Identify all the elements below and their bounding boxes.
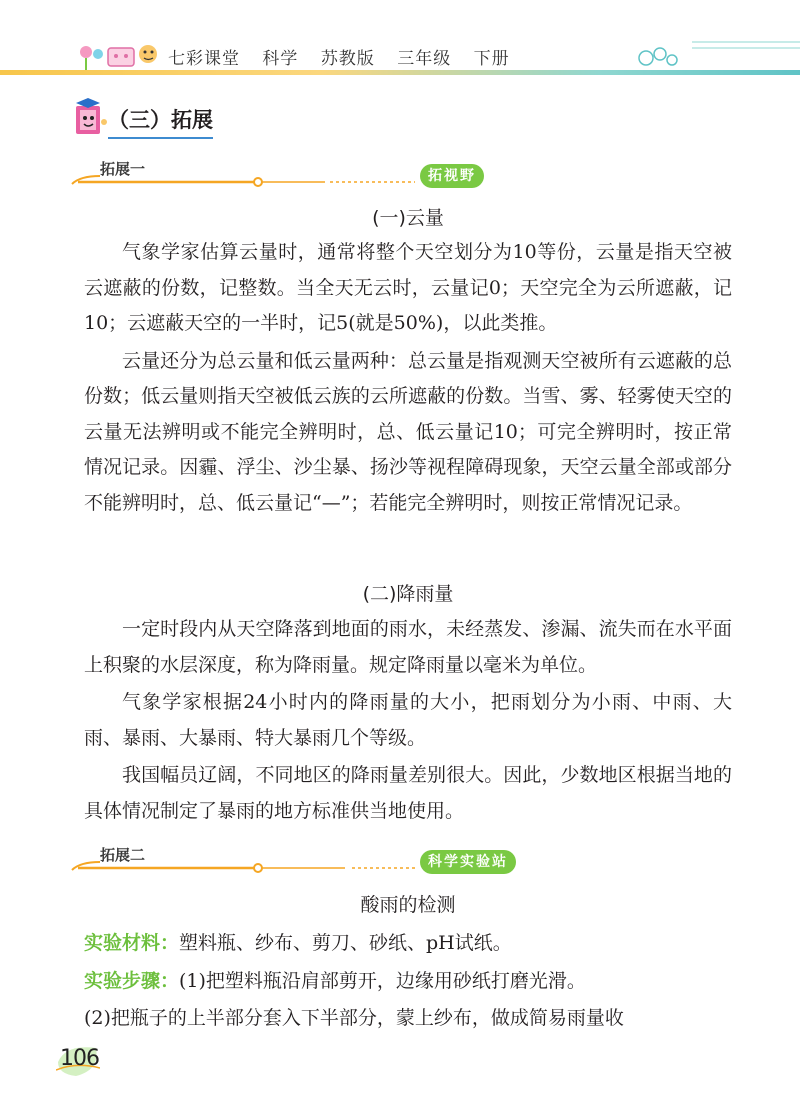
experiment-step-two: (2)把瓶子的上半部分套入下半部分，蒙上纱布，做成简易雨量收 <box>84 1007 624 1029</box>
section-title: （三）拓展 <box>108 104 213 134</box>
rain-heading: (二)降雨量 <box>362 583 454 605</box>
header-grade: 三年级 <box>397 49 452 69</box>
experiment-steps <box>84 964 732 1000</box>
header-title <box>168 44 526 69</box>
rain-paragraph-2: 气象学家根据24小时内的降雨量的大小，把雨划分为小雨、中雨、大雨、暴雨、大暴雨、特大暴雨几个等级。 <box>84 691 732 749</box>
bubbles-decoration-icon <box>632 40 800 80</box>
page-number: 106 <box>60 1046 99 1071</box>
rain-section <box>84 579 732 829</box>
experiment-heading: 酸雨的检测 <box>360 894 456 916</box>
extension-one-label: 拓展一 <box>100 160 146 178</box>
extension-two-label: 拓展二 <box>100 846 146 864</box>
experiment-materials <box>84 926 732 962</box>
cloud-heading: (一)云量 <box>372 207 444 229</box>
header-edition: 苏教版 <box>320 49 375 69</box>
extension-one-bar <box>70 158 540 198</box>
page-header <box>0 0 800 90</box>
cartoon-logo-icon <box>78 40 164 70</box>
step-one-text: (1)把塑料瓶沿肩部剪开，边缘用砂纸打磨光滑。 <box>179 969 586 992</box>
materials-text: 塑料瓶、纱布、剪刀、砂纸、pH试纸。 <box>179 932 512 954</box>
cloud-paragraph-2: 云量还分为总云量和低云量两种：总云量是指观测天空被所有云遮蔽的总份数；低云量则指天空被低云族的云所遮蔽的份数。当雪、雾、轻雾使天空的云量无法辨明或不能完全辨明时，总、低云量记10；可完全辨明时，按正常情况记录。因霾、浮尘、沙尘暴、扬沙等视程障碍现象，天空云量全部或部分不能辨明时，总、低云量记“—”；若能完全辨明时，则按正常情况记录。 <box>84 349 732 514</box>
extension-two-bar <box>70 844 540 884</box>
cloud-section <box>84 203 732 521</box>
cloud-paragraph-1: 气象学家估算云量时，通常将整个天空划分为10等份，云量是指天空被云遮蔽的份数，记整数。当全天无云时，云量记0；天空完全为云所遮蔽，记10；云遮蔽天空的一半时，记5(就是50%)，以此类推。 <box>84 241 732 334</box>
rain-paragraph-1: 一定时段内从天空降落到地面的雨水，未经蒸发、渗漏、流失而在水平面上积聚的水层深度，称为降雨量。规定降雨量以毫米为单位。 <box>84 618 732 676</box>
header-volume: 下册 <box>473 49 510 69</box>
header-subject: 科学 <box>262 49 299 69</box>
extension-two-badge: 科学实验站 <box>420 850 516 874</box>
book-mascot-icon <box>70 98 110 136</box>
rain-paragraph-3: 我国幅员辽阔，不同地区的降雨量差别很大。因此，少数地区根据当地的具体情况制定了暴雨的地方标准供当地使用。 <box>84 764 732 822</box>
extension-one-badge: 拓视野 <box>420 164 484 188</box>
materials-label: 实验材料： <box>84 932 180 954</box>
header-series: 七彩课堂 <box>168 49 240 69</box>
experiment-section <box>84 890 732 1037</box>
steps-label: 实验步骤： <box>84 969 180 992</box>
